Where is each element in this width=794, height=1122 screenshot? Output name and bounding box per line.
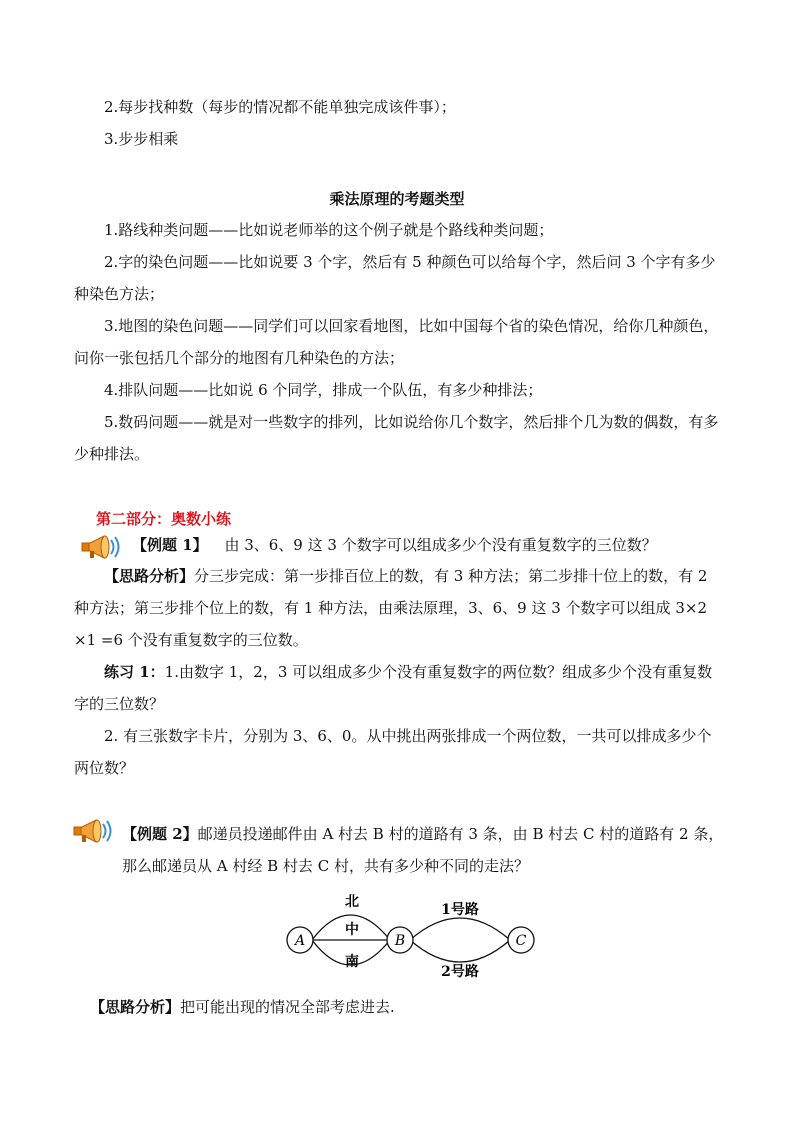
section-title: 乘法原理的考题类型 (329, 190, 465, 208)
megaphone-icon (72, 816, 122, 846)
example-2-analysis (90, 996, 395, 1017)
analysis-label-2: 【思路分析】 (90, 998, 181, 1016)
practice-q1: 1.由数字 1，2，3 可以组成多少个没有重复数字的两位数？组成多少个没有重复数字的三位数？ (74, 663, 713, 713)
megaphone-icon (80, 532, 130, 562)
type-item-3: 3.地图的染色问题——同学们可以回家看地图，比如中国每个省的染色情况，给你几种颜色，问你一张包括几个部分的地图有几种染色的方法； (74, 317, 719, 367)
type-item-5: 5.数码问题——就是对一些数字的排列，比如说给你几个数字，然后排个几为数的偶数，有多少种排法。 (74, 413, 719, 463)
analysis-label: 【思路分析】 (104, 567, 195, 585)
road-1-label: 1号路 (441, 902, 479, 918)
road-2-path (410, 940, 510, 962)
step-2-text: 2.每步找种数（每步的情况都不能单独完成该件事）； (104, 98, 456, 116)
road-south-label: 南 (345, 954, 359, 970)
example-2-label: 【例题 2】 (122, 825, 198, 843)
example-2 (122, 818, 724, 882)
node-c-label: C (515, 933, 527, 949)
road-middle-label: 中 (345, 922, 359, 938)
road-north-label: 北 (345, 894, 359, 910)
road-1-path (410, 918, 510, 940)
part-2-title: 第二部分：奥数小练 (96, 510, 232, 528)
type-item-2: 2.字的染色问题——比如说要 3 个字，然后有 5 种颜色可以给每个字，然后问 3 个字有多少种染色方法； (74, 253, 716, 303)
example-1-analysis (74, 560, 724, 656)
practice-1 (74, 656, 724, 720)
practice-label: 练习 1： (104, 663, 165, 681)
example-1-question: 由 3、6、9 这 3 个数字可以组成多少个没有重复数字的三位数？ (224, 536, 657, 554)
route-diagram (270, 888, 550, 988)
node-a-label: A (294, 933, 306, 949)
type-item-1: 1.路线种类问题——比如说老师举的这个例子就是个路线种类问题； (104, 221, 554, 239)
node-b-label: B (394, 933, 406, 949)
analysis-text-2: 把可能出现的情况全部考虑进去. (180, 998, 395, 1016)
step-3-text: 3.步步相乘 (104, 130, 179, 148)
analysis-text: 分三步完成：第一步排百位上的数，有 3 种方法；第二步排十位上的数，有 2 种方法；第三步排个位上的数，有 1 种方法，由乘法原理，3、6、9 这 3 个数字可以组成 3×2 ×1 =6 个没有重复数字的三位数。 (74, 567, 708, 649)
road-2-label: 2号路 (441, 964, 479, 980)
example-1-label: 【例题 1】 (132, 536, 208, 554)
example-2-question: 邮递员投递邮件由 A 村去 B 村的道路有 3 条，由 B 村去 C 村的道路有 2 条，那么邮递员从 A 村经 B 村去 C 村，共有多少种不同的走法？ (122, 825, 724, 875)
practice-q2: 2. 有三张数字卡片，分别为 3、6、0。从中挑出两张排成一个两位数，一共可以排成多少个两位数？ (74, 727, 712, 777)
example-1-line (132, 534, 657, 556)
type-item-4: 4.排队问题——比如说 6 个同学，排成一个队伍，有多少种排法； (104, 381, 543, 399)
